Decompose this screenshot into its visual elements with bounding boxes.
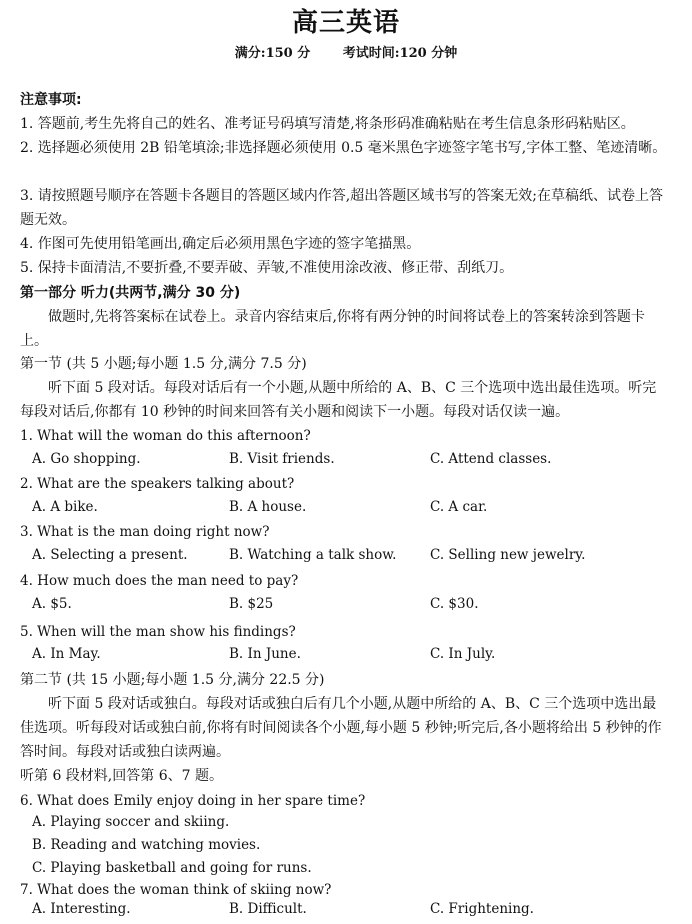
question-7: 7. What does the woman think of skiing now?	[20, 882, 332, 898]
notice-heading: 注意事项:	[20, 92, 82, 108]
option-b: B. Difficult.	[229, 901, 307, 917]
question-3-options	[32, 547, 672, 569]
option-c: C. In July.	[430, 646, 496, 662]
notice-item-3: 3. 请按照题号顺序在答题卡各题目的答题区域内作答,超出答题区域书写的答案无效;在草稿纸、试卷上答题无效。	[20, 188, 663, 228]
option-a: A. In May.	[32, 646, 101, 662]
option-a: A. $5.	[32, 596, 72, 612]
option-c: C. Frightening.	[430, 901, 534, 917]
q6-option-c: C. Playing basketball and going for runs.	[32, 860, 312, 876]
notice-item-2: 2. 选择题必须使用 2B 铅笔填涂;非选择题必须使用 0.5 毫米黑色字迹签字笔书写,字体工整、笔迹清晰。	[20, 140, 667, 156]
question-1-options	[32, 451, 672, 473]
part1-heading: 第一部分 听力(共两节,满分 30 分)	[20, 285, 241, 301]
question-4: 4. How much does the man need to pay?	[20, 573, 299, 589]
part1-instruction: 做题时,先将答案标在试卷上。录音内容结束后,你将有两分钟的时间将试卷上的答案转涂到答题卡上。	[20, 309, 645, 349]
question-3: 3. What is the man doing right now?	[20, 524, 270, 540]
question-5-options	[32, 646, 672, 668]
question-1: 1. What will the woman do this afternoon?	[20, 428, 311, 444]
option-c: C. Attend classes.	[430, 451, 552, 467]
option-c: C. $30.	[430, 596, 479, 612]
page-title: 高三英语	[291, 8, 400, 38]
option-a: A. Selecting a present.	[32, 547, 188, 563]
q6-option-a: A. Playing soccer and skiing.	[32, 814, 230, 830]
question-4-options	[32, 596, 672, 618]
section1-heading: 第一节 (共 5 小题;每小题 1.5 分,满分 7.5 分)	[20, 356, 307, 372]
option-b: B. Watching a talk show.	[229, 547, 397, 563]
section1-instruction: 听下面 5 段对话。每段对话后有一个小题,从题中所给的 A、B、C 三个选项中选出最佳选项。听完每段对话后,你都有 10 秒钟的时间来回答有关小题和阅读下一小题。每段对话仅读一遍。	[20, 380, 657, 420]
material-note: 听第 6 段材料,回答第 6、7 题。	[20, 768, 223, 784]
question-7-options	[32, 901, 672, 923]
notice-item-1: 1. 答题前,考生先将自己的姓名、准考证号码填写清楚,将条形码准确粘贴在考生信息条形码粘贴区。	[20, 116, 635, 132]
option-c: C. Selling new jewelry.	[430, 547, 586, 563]
option-a: A. Go shopping.	[32, 451, 141, 467]
section2-heading: 第二节 (共 15 小题;每小题 1.5 分,满分 22.5 分)	[20, 672, 325, 688]
notice-item-5: 5. 保持卡面清洁,不要折叠,不要弄破、弄皱,不准使用涂改液、修正带、刮纸刀。	[20, 260, 514, 276]
question-2-options	[32, 499, 672, 521]
exam-time: 考试时间:120 分钟	[342, 46, 458, 61]
option-b: B. In June.	[229, 646, 301, 662]
option-b: B. Visit friends.	[229, 451, 335, 467]
question-2: 2. What are the speakers talking about?	[20, 476, 295, 492]
section2-instruction: 听下面 5 段对话或独白。每段对话或独白后有几个小题,从题中所给的 A、B、C 三个选项中选出最佳选项。听每段对话或独白前,你将有时间阅读各个小题,每小题 5 秒钟;听完后,各小题将给出 5 秒钟的作答时间。每段对话或独白读两遍。	[20, 696, 662, 760]
option-b: B. $25	[229, 596, 274, 612]
notice-item-4: 4. 作图可先使用铅笔画出,确定后必须用黑色字迹的签字笔描黑。	[20, 236, 421, 252]
option-a: A. A bike.	[32, 499, 98, 515]
question-5: 5. When will the man show his findings?	[20, 624, 296, 640]
exam-info	[0, 42, 692, 61]
full-score: 满分:150 分	[234, 46, 311, 61]
q6-option-b: B. Reading and watching movies.	[32, 837, 261, 853]
option-b: B. A house.	[229, 499, 307, 515]
option-a: A. Interesting.	[32, 901, 131, 917]
question-6: 6. What does Emily enjoy doing in her spare time?	[20, 793, 366, 809]
option-c: C. A car.	[430, 499, 488, 515]
